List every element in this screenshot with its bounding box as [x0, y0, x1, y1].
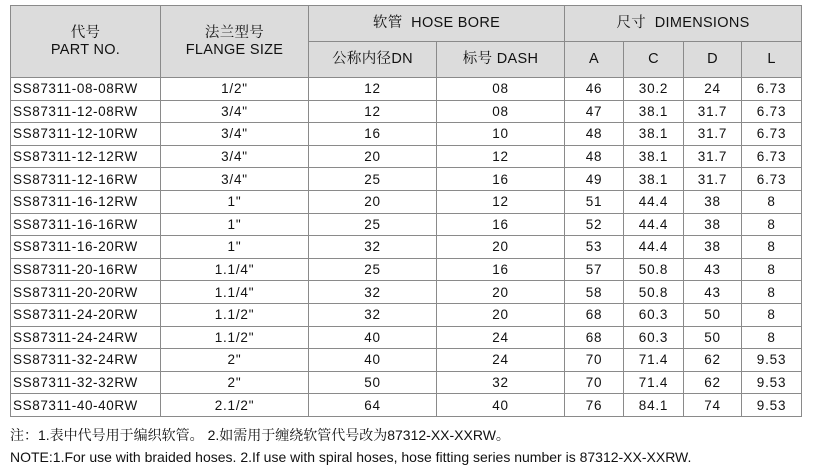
cell-flange: 1.1/4" [161, 258, 309, 281]
cell-d: 31.7 [684, 168, 742, 191]
cell-part: SS87311-24-20RW [11, 303, 161, 326]
cell-flange: 3/4" [161, 145, 309, 168]
cell-dash: 16 [437, 168, 565, 191]
cell-dash: 08 [437, 100, 565, 123]
table-row [11, 281, 802, 304]
cell-dash: 10 [437, 123, 565, 146]
notes [10, 424, 691, 468]
table-row [11, 78, 802, 101]
cell-a: 58 [565, 281, 624, 304]
cell-d: 74 [684, 394, 742, 417]
table-row [11, 190, 802, 213]
cell-c: 84.1 [624, 394, 684, 417]
table-row [11, 123, 802, 146]
cell-part: SS87311-12-16RW [11, 168, 161, 191]
cell-flange: 1.1/2" [161, 303, 309, 326]
cell-a: 51 [565, 190, 624, 213]
cell-flange: 2" [161, 349, 309, 372]
cell-part: SS87311-16-20RW [11, 236, 161, 259]
cell-a: 53 [565, 236, 624, 259]
header-a: A [565, 42, 624, 78]
cell-l: 6.73 [742, 100, 802, 123]
cell-c: 60.3 [624, 303, 684, 326]
cell-c: 71.4 [624, 371, 684, 394]
note-en: NOTE:1.For use with braided hoses. 2.If use with spiral hoses, hose fitting series number is 87312-XX-XXRW. [10, 449, 692, 465]
cell-a: 68 [565, 326, 624, 349]
cell-flange: 1" [161, 190, 309, 213]
cell-dn: 25 [309, 213, 437, 236]
cell-l: 9.53 [742, 394, 802, 417]
header-part-no-zh: 代号 [70, 24, 101, 41]
cell-l: 9.53 [742, 349, 802, 372]
cell-part: SS87311-20-16RW [11, 258, 161, 281]
cell-dash: 20 [437, 236, 565, 259]
table-body [11, 78, 802, 417]
cell-flange: 3/4" [161, 100, 309, 123]
cell-d: 31.7 [684, 100, 742, 123]
cell-a: 70 [565, 349, 624, 372]
cell-part: SS87311-08-08RW [11, 78, 161, 101]
cell-d: 62 [684, 371, 742, 394]
cell-dn: 25 [309, 258, 437, 281]
cell-d: 43 [684, 258, 742, 281]
cell-d: 50 [684, 326, 742, 349]
cell-dn: 32 [309, 236, 437, 259]
cell-part: SS87311-40-40RW [11, 394, 161, 417]
header-dash: 标号 DASH [437, 42, 565, 78]
cell-dn: 12 [309, 100, 437, 123]
cell-dn: 64 [309, 394, 437, 417]
hose-fitting-spec-table [10, 5, 802, 417]
cell-c: 60.3 [624, 326, 684, 349]
cell-d: 31.7 [684, 145, 742, 168]
cell-flange: 2" [161, 371, 309, 394]
cell-dash: 20 [437, 281, 565, 304]
cell-c: 44.4 [624, 213, 684, 236]
cell-dash: 24 [437, 326, 565, 349]
cell-dn: 16 [309, 123, 437, 146]
cell-dash: 32 [437, 371, 565, 394]
cell-l: 8 [742, 303, 802, 326]
cell-c: 50.8 [624, 281, 684, 304]
note-zh: 注：1.表中代号用于编织软管。 2.如需用于缠绕软管代号改为87312-XX-XXRW。 [10, 427, 510, 443]
cell-c: 30.2 [624, 78, 684, 101]
cell-dn: 32 [309, 303, 437, 326]
cell-a: 46 [565, 78, 624, 101]
cell-c: 38.1 [624, 100, 684, 123]
cell-a: 47 [565, 100, 624, 123]
cell-flange: 1/2" [161, 78, 309, 101]
header-flange-size [161, 6, 309, 78]
cell-part: SS87311-12-12RW [11, 145, 161, 168]
cell-d: 31.7 [684, 123, 742, 146]
cell-l: 6.73 [742, 168, 802, 191]
cell-c: 71.4 [624, 349, 684, 372]
cell-d: 50 [684, 303, 742, 326]
cell-a: 76 [565, 394, 624, 417]
cell-dash: 12 [437, 145, 565, 168]
cell-flange: 2.1/2" [161, 394, 309, 417]
cell-a: 48 [565, 123, 624, 146]
table-row [11, 303, 802, 326]
table-row [11, 168, 802, 191]
cell-part: SS87311-32-32RW [11, 371, 161, 394]
cell-dn: 32 [309, 281, 437, 304]
cell-c: 44.4 [624, 236, 684, 259]
cell-dash: 12 [437, 190, 565, 213]
cell-part: SS87311-12-10RW [11, 123, 161, 146]
table-row [11, 394, 802, 417]
table-row [11, 236, 802, 259]
cell-dash: 16 [437, 258, 565, 281]
cell-c: 44.4 [624, 190, 684, 213]
cell-d: 38 [684, 236, 742, 259]
header-dn: 公称内径DN [309, 42, 437, 78]
table-row [11, 145, 802, 168]
table-row [11, 349, 802, 372]
cell-a: 70 [565, 371, 624, 394]
cell-l: 8 [742, 236, 802, 259]
cell-d: 38 [684, 190, 742, 213]
cell-flange: 3/4" [161, 168, 309, 191]
cell-flange: 1.1/4" [161, 281, 309, 304]
cell-a: 49 [565, 168, 624, 191]
header-d: D [684, 42, 742, 78]
cell-part: SS87311-16-12RW [11, 190, 161, 213]
cell-c: 38.1 [624, 168, 684, 191]
cell-a: 68 [565, 303, 624, 326]
cell-c: 50.8 [624, 258, 684, 281]
cell-l: 6.73 [742, 123, 802, 146]
cell-part: SS87311-20-20RW [11, 281, 161, 304]
header-dimensions: 尺寸 DIMENSIONS [565, 6, 802, 42]
cell-dash: 16 [437, 213, 565, 236]
cell-l: 8 [742, 213, 802, 236]
cell-dash: 24 [437, 349, 565, 372]
header-l: L [742, 42, 802, 78]
cell-flange: 1" [161, 236, 309, 259]
cell-l: 9.53 [742, 371, 802, 394]
cell-part: SS87311-12-08RW [11, 100, 161, 123]
table-row [11, 371, 802, 394]
cell-part: SS87311-16-16RW [11, 213, 161, 236]
header-part-no [11, 6, 161, 78]
cell-part: SS87311-32-24RW [11, 349, 161, 372]
cell-flange: 3/4" [161, 123, 309, 146]
cell-dash: 20 [437, 303, 565, 326]
cell-a: 48 [565, 145, 624, 168]
header-part-no-en: PART NO. [50, 41, 121, 58]
cell-a: 57 [565, 258, 624, 281]
cell-dn: 40 [309, 349, 437, 372]
cell-dn: 20 [309, 145, 437, 168]
header-flange-zh: 法兰型号 [204, 24, 265, 41]
table-row [11, 213, 802, 236]
cell-l: 8 [742, 258, 802, 281]
cell-flange: 1" [161, 213, 309, 236]
cell-d: 62 [684, 349, 742, 372]
cell-c: 38.1 [624, 123, 684, 146]
cell-a: 52 [565, 213, 624, 236]
cell-l: 6.73 [742, 78, 802, 101]
cell-d: 38 [684, 213, 742, 236]
cell-l: 8 [742, 326, 802, 349]
cell-flange: 1.1/2" [161, 326, 309, 349]
table-row [11, 100, 802, 123]
cell-c: 38.1 [624, 145, 684, 168]
table-row [11, 258, 802, 281]
cell-dn: 50 [309, 371, 437, 394]
table-row [11, 326, 802, 349]
cell-dn: 20 [309, 190, 437, 213]
cell-part: SS87311-24-24RW [11, 326, 161, 349]
cell-d: 24 [684, 78, 742, 101]
header-hose-bore: 软管 HOSE BORE [309, 6, 565, 42]
cell-dash: 40 [437, 394, 565, 417]
cell-dn: 40 [309, 326, 437, 349]
cell-l: 8 [742, 281, 802, 304]
cell-d: 43 [684, 281, 742, 304]
cell-dn: 25 [309, 168, 437, 191]
cell-l: 6.73 [742, 145, 802, 168]
header-flange-en: FLANGE SIZE [185, 41, 284, 58]
cell-dn: 12 [309, 78, 437, 101]
cell-dash: 08 [437, 78, 565, 101]
header-c: C [624, 42, 684, 78]
cell-l: 8 [742, 190, 802, 213]
